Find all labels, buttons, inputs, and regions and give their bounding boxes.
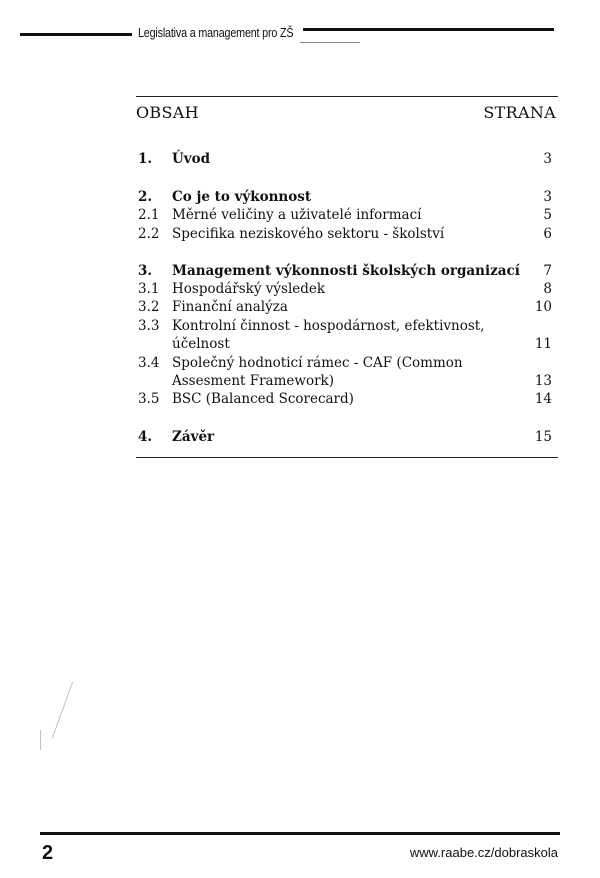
toc-row-page: 6 <box>543 226 552 242</box>
toc-row-page: 10 <box>534 299 552 315</box>
toc-row-number: 3. <box>138 263 153 279</box>
header-rule-thin <box>300 42 360 43</box>
toc-row-title: účelnost <box>172 336 230 352</box>
toc-row-title: Společný hodnoticí rámec - CAF (Common <box>172 355 463 371</box>
toc-row-title: Co je to výkonnost <box>172 189 312 205</box>
footer-url: www.raabe.cz/dobraskola <box>409 845 558 860</box>
toc-row-title: Finanční analýza <box>172 299 288 315</box>
toc-row-number: 3.2 <box>138 299 160 315</box>
toc-row-number: 2.2 <box>138 226 160 242</box>
toc-row-number: 2.1 <box>138 207 160 223</box>
toc-row-title: Kontrolní činnost - hospodárnost, efektivnost, <box>172 318 485 334</box>
toc-row-number: 3.5 <box>138 391 160 407</box>
toc-row-page: 11 <box>534 336 552 352</box>
toc-row-number: 1. <box>138 151 153 167</box>
toc-row-page: 8 <box>543 281 552 297</box>
toc-row-title: Hospodářský výsledek <box>172 281 326 297</box>
toc-row-title: Assesment Framework) <box>172 373 334 389</box>
toc-row-page: 15 <box>534 429 552 445</box>
toc-heading-page: STRANA <box>483 103 556 122</box>
toc-row-title: Závěr <box>172 429 215 445</box>
toc-row-title: Úvod <box>172 151 211 167</box>
scan-artifact-mark <box>52 682 73 739</box>
toc-row-number: 3.1 <box>138 281 160 297</box>
toc-row-number: 3.4 <box>138 355 160 371</box>
toc-row-page: 5 <box>543 207 552 223</box>
footer-page-number: 2 <box>42 842 54 864</box>
toc-row-number: 2. <box>138 189 153 205</box>
toc-row-page: 3 <box>543 189 552 205</box>
toc-row-page: 14 <box>534 391 552 407</box>
footer-rule <box>40 832 560 835</box>
toc-row-page: 7 <box>543 263 552 279</box>
running-header-title: Legislativa a management pro ZŠ <box>138 26 294 40</box>
toc-row-title: BSC (Balanced Scorecard) <box>172 391 354 407</box>
toc-row-title: Měrné veličiny a uživatelé informací <box>172 207 422 223</box>
toc-row-number: 4. <box>138 429 153 445</box>
header-rule-right <box>303 28 554 31</box>
scan-artifact-mark <box>40 730 41 750</box>
toc-heading-contents: OBSAH <box>136 103 199 122</box>
toc-row-page: 3 <box>543 151 552 167</box>
toc-row-title: Management výkonnosti školských organizací <box>172 263 520 279</box>
toc-row-title: Specifika neziskového sektoru - školství <box>172 226 445 242</box>
table-of-contents <box>136 96 558 458</box>
toc-row-page: 13 <box>534 373 552 389</box>
toc-row-number: 3.3 <box>138 318 160 334</box>
header-rule-left <box>20 33 132 36</box>
